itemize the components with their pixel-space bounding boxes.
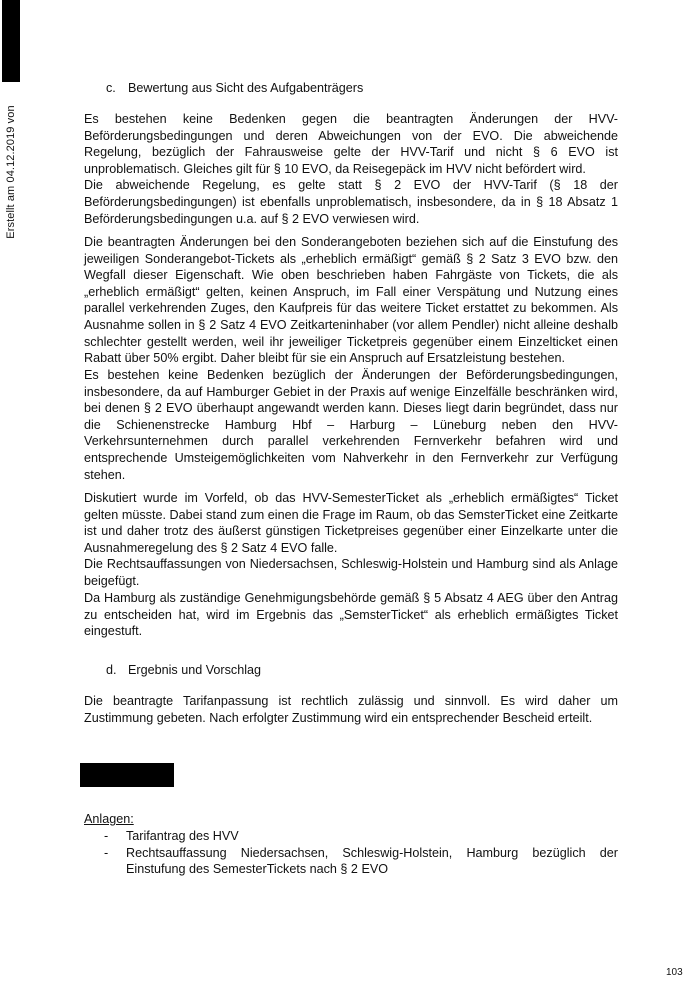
attachment-item: - Rechtsauffassung Niedersachsen, Schleswig-Holstein, Hamburg bezüglich der Einstufung des SemesterTickets nach § 2 EVO — [104, 845, 618, 877]
page-number: 103 — [666, 967, 683, 978]
section-c-heading — [84, 80, 618, 97]
attachments-title: Anlagen: — [84, 812, 134, 826]
section-c-title: Bewertung aus Sicht des Aufgabenträgers — [128, 81, 364, 95]
section-c-block-2 — [84, 234, 618, 367]
attachment-item: - Tarifantrag des HVV — [104, 829, 239, 843]
redacted-signature — [80, 763, 174, 787]
paragraph-d1: Die beantragte Tarifanpassung ist rechtlich zulässig und sinnvoll. Es wird daher um Zustimmung gebeten. Nach erfolgter Zustimmung wird ein entsprechender Bescheid erteilt. — [84, 694, 618, 725]
section-d-title: Ergebnis und Vorschlag — [128, 663, 262, 677]
section-c-block-1 — [84, 111, 618, 227]
paragraph-c7: Da Hamburg als zuständige Genehmigungsbehörde gemäß § 5 Absatz 4 AEG über den Antrag zu entscheiden hat, wird im Ergebnis das „SemsterTicket“ als erheblich ermäßigtes Ticket eingestuft. — [84, 591, 618, 639]
paragraph-c1: Es bestehen keine Bedenken gegen die beantragten Änderungen der HVV-Beförderungsbedingungen und deren Abweichungen von der EVO. Die abweichende Regelung, bezüglich der Fahrausweise gelte der HVV-Tarif und nicht § 6 EVO ist unproblematisch. Gleiches gilt für § 10 EVO, da Reisegepäck im HVV nicht befördert wird. — [84, 112, 618, 176]
section-d-block — [84, 693, 618, 726]
attachments-list — [84, 828, 618, 878]
section-c-label: c. — [106, 81, 116, 95]
section-c-block-4 — [84, 490, 618, 590]
paragraph-c3: Die beantragten Änderungen bei den Sonderangeboten beziehen sich auf die Einstufung des jeweiligen Sonderangebot-Tickets als „erheblich ermäßigt“ gemäß § 2 Satz 3 EVO bzw. den Wegfall dieser Eigenschaft. Wie oben beschrieben haben Fahrgäste von Tickets, die als „erheblich ermäßigt“ gelten, keinen Anspruch, im Fall einer Verspätung und Nutzung eines parallel verkehrenden Zuges, den Kaufpreis für das weitere Ticket erstattet zu bekommen. Als Ausnahme sollen in § 2 Satz 4 EVO Zeitkarteninhaber (vor allem Pendler) nicht alleine deshalb schlechter gestellt werden, weil ihr jeweiliger Ticketpreis gegenüber einem Einzelticket einen Rabatt über 50% ergibt. Daher bleibt für sie ein Anspruch auf Ersatzleistung bestehen. — [84, 235, 618, 366]
section-d-label: d. — [106, 663, 117, 677]
section-c-block-5 — [84, 590, 618, 640]
paragraph-c2: Die abweichende Regelung, es gelte statt § 2 EVO der HVV-Tarif (§ 18 der Beförderungsbedingungen) ist ebenfalls unproblematisch, insbesondere, da in § 18 Absatz 1 Beförderungsbedingungen u.a. auf § 2 EVO verwiesen wird. — [84, 178, 618, 226]
paragraph-c5: Diskutiert wurde im Vorfeld, ob das HVV-SemesterTicket als „erheblich ermäßigtes“ Ticket gelten müsste. Dabei stand zum einen die Frage im Raum, ob das SemsterTicket eine Zeitkarte ist und daher trotz des äußerst günstigen Ticketpreises gegenüber einer Einzelkarte unter die Ausnahmeregelung des § 2 Satz 4 EVO falle. — [84, 491, 618, 555]
redaction-bar-top — [2, 0, 20, 82]
paragraph-c4: Es bestehen keine Bedenken bezüglich der Änderungen der Beförderungsbedingungen, insbesondere, da auf Hamburger Gebiet in der Praxis auf wenige Einzelfälle beschränken wird, bei denen § 2 EVO überhaupt angewandt werden kann. Dieses liegt darin begründet, dass nur die Schienenstrecke Hamburg Hbf – Harburg – Lüneburg neben den HVV-Verkehrsunternehmen durch parallel verkehrenden Fernverkehr befahren wird und entsprechende Umsteigemöglichkeiten vom Nahverkehr in den Fernverkehr zur Verfügung stehen. — [84, 368, 618, 482]
paragraph-c6: Die Rechtsauffassungen von Niedersachsen, Schleswig-Holstein und Hamburg sind als Anlage beigefügt. — [84, 557, 618, 588]
creation-stamp: Erstellt am 04.12.2019 von — [5, 104, 17, 239]
section-d-heading — [84, 662, 618, 679]
attachments — [84, 811, 618, 878]
section-c-block-3 — [84, 367, 618, 483]
